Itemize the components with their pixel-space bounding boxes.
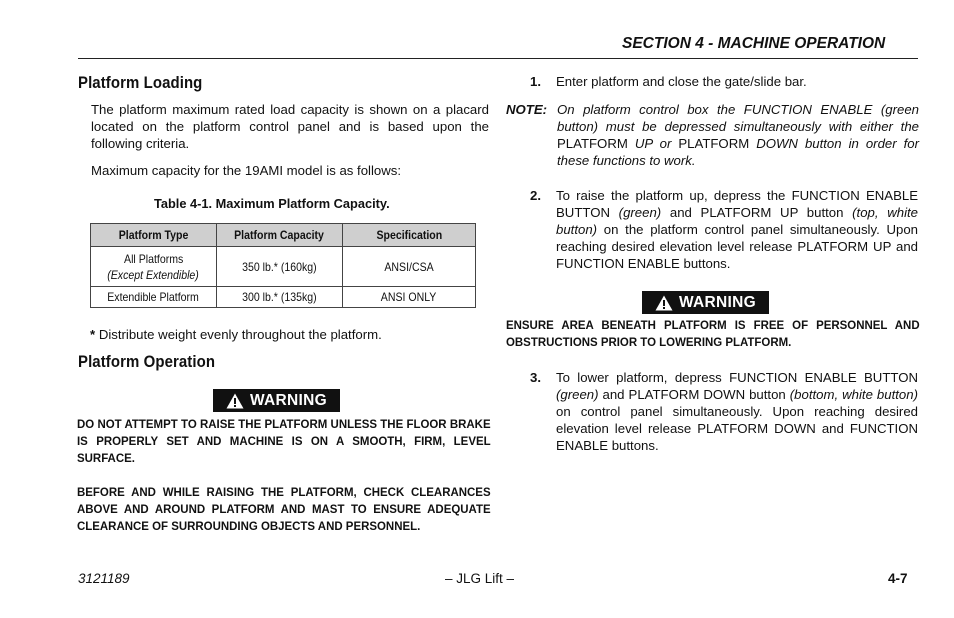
warning-triangle-icon — [226, 393, 244, 409]
section-title: SECTION 4 - MACHINE OPERATION — [622, 35, 886, 52]
table-cell: 300 lb.* (135kg) — [217, 287, 343, 308]
step-3: 3. — [530, 370, 541, 385]
doc-number: 3121189 — [78, 571, 130, 586]
table-header: Specification — [343, 224, 476, 247]
step-1-text: Enter platform and close the gate/slide bar. — [556, 74, 807, 89]
note-text: On platform control box the FUNCTION ENABLE (green button) must be depressed simultaneously with either the PLATFORM UP or PLATFORM DOWN button in order for these functions to work. — [557, 102, 920, 168]
table-header: Platform Capacity — [217, 224, 343, 247]
warning-text-clearances: BEFORE AND WHILE RAISING THE PLATFORM, CHECK CLEARANCES ABOVE AND AROUND PLATFORM AND MAST TO ENSURE ADEQUATE CLEARANCE OF SURROUNDING OBJECTS AND PERSONNEL. — [77, 485, 491, 533]
table-cell: Extendible Platform — [91, 287, 217, 308]
warning-banner: WARNING — [213, 389, 340, 412]
step-3-text: To lower platform, depress FUNCTION ENABLE BUTTON (green) and PLATFORM DOWN button (bottom, white button) on control panel simultaneously. Upon reaching desired elevation level release PLATFORM DOWN and FUNCTION ENABLE buttons. — [556, 370, 918, 453]
table-caption: Table 4-1. Maximum Platform Capacity. — [154, 196, 390, 211]
table-cell: ANSI ONLY — [343, 287, 476, 308]
table-footnote: * Distribute weight evenly throughout the platform. — [90, 327, 382, 342]
table-header: Platform Type — [91, 224, 217, 247]
paragraph-platform-loading: The platform maximum rated load capacity is shown on a placard located on the platform control panel and is based upon the following criteria. — [91, 102, 489, 151]
footer-center: – JLG Lift – — [445, 571, 515, 586]
heading-platform-loading: Platform Loading — [78, 73, 203, 92]
page-number: 4-7 — [888, 571, 908, 586]
table-row — [91, 247, 476, 287]
heading-platform-operation: Platform Operation — [78, 352, 216, 371]
paragraph-max-capacity: Maximum capacity for the 19AMI model is as follows: — [91, 163, 402, 178]
step-2: 2. — [530, 188, 541, 203]
header-rule — [78, 58, 918, 59]
warning-text-lowering: ENSURE AREA BENEATH PLATFORM IS FREE OF PERSONNEL AND OBSTRUCTIONS PRIOR TO LOWERING PLATFORM. — [506, 318, 920, 349]
table-cell: ANSI/CSA — [343, 247, 476, 287]
capacity-table — [90, 223, 476, 308]
step-1: 1. — [530, 74, 541, 89]
warning-banner: WARNING — [642, 291, 769, 314]
table-cell: 350 lb.* (160kg) — [217, 247, 343, 287]
warning-triangle-icon — [655, 295, 673, 311]
table-header-row — [91, 224, 476, 247]
step-2-text: To raise the platform up, depress the FUNCTION ENABLE BUTTON (green) and PLATFORM UP button (top, white button) on the platform control panel simultaneously. Upon reaching desired elevation level release PLATFORM UP and FUNCTION ENABLE buttons. — [556, 188, 919, 271]
note-label: NOTE: — [506, 102, 548, 117]
warning-text-floor-brake: DO NOT ATTEMPT TO RAISE THE PLATFORM UNLESS THE FLOOR BRAKE IS PROPERLY SET AND MACHINE IS ON A SMOOTH, FIRM, LEVEL SURFACE. — [77, 417, 491, 465]
table-row — [91, 287, 476, 308]
table-cell: All Platforms (Except Extendible) — [91, 247, 217, 287]
